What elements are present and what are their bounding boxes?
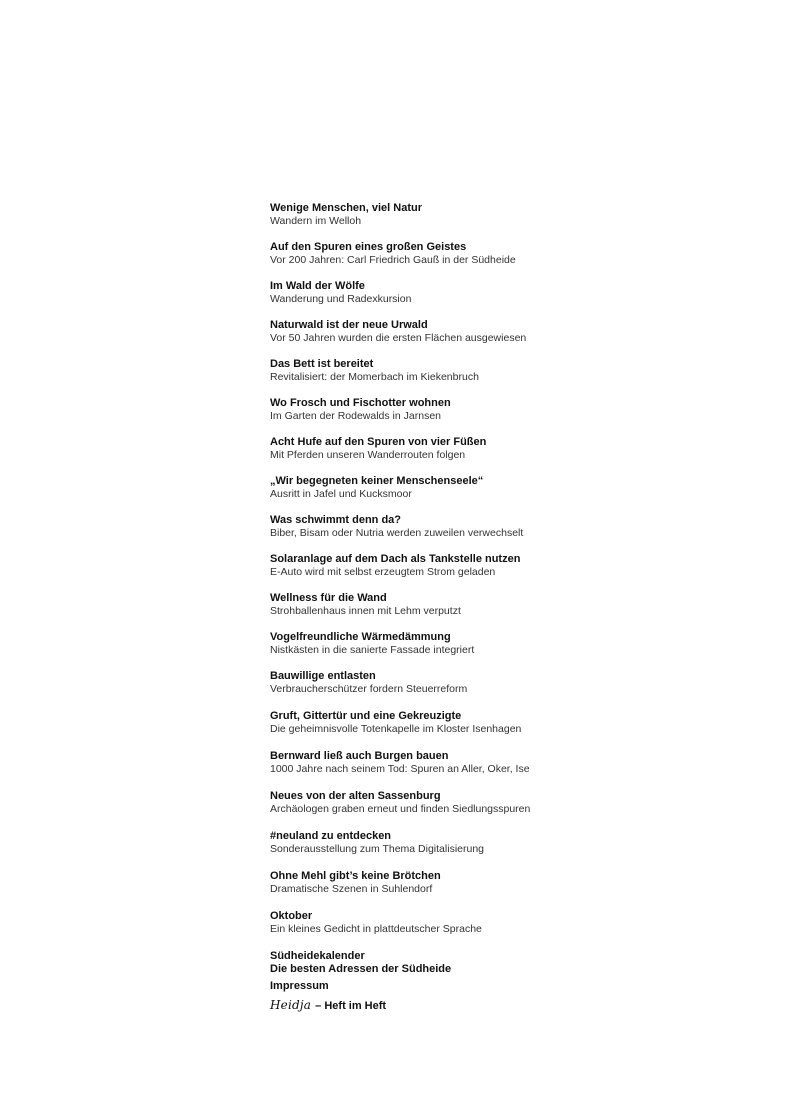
toc-entry-title: Neues von der alten Sassenburg xyxy=(270,790,441,802)
toc-entry xyxy=(270,475,730,501)
toc-entry xyxy=(270,910,730,936)
toc-entry-subtitle: Nistkästen in die sanierte Fassade integriert xyxy=(270,644,475,656)
toc-entry-title: Wo Frosch und Fischotter wohnen xyxy=(270,397,451,409)
toc-entry-subtitle: Dramatische Szenen in Suhlendorf xyxy=(270,883,433,895)
toc-entry-title: Naturwald ist der neue Urwald xyxy=(270,319,428,331)
calendar-title: Südheidekalender xyxy=(270,950,365,962)
toc-entry-title: Bernward ließ auch Burgen bauen xyxy=(270,750,449,762)
toc-entry-subtitle: E-Auto wird mit selbst erzeugtem Strom geladen xyxy=(270,566,496,578)
toc-entry-title: Acht Hufe auf den Spuren von vier Füßen xyxy=(270,436,487,448)
toc-entry xyxy=(270,790,730,816)
toc-entry-subtitle: Ausritt in Jafel und Kucksmoor xyxy=(270,488,412,500)
toc-entry-title: Ohne Mehl gibt’s keine Brötchen xyxy=(270,870,441,882)
toc-entry-title: Wenige Menschen, viel Natur xyxy=(270,202,423,214)
toc-entry-title: Solaranlage auf dem Dach als Tankstelle nutzen xyxy=(270,553,521,565)
toc-entry-subtitle: Ein kleines Gedicht in plattdeutscher Sprache xyxy=(270,923,482,935)
impressum-entry: Impressum xyxy=(270,980,329,992)
toc-entry-title: Auf den Spuren eines großen Geistes xyxy=(270,241,467,253)
toc-entry xyxy=(270,358,730,384)
toc-entry-subtitle: Verbraucherschützer fordern Steuerreform xyxy=(270,683,468,695)
toc-entry-title: Wellness für die Wand xyxy=(270,592,387,604)
toc-entry xyxy=(270,710,730,736)
toc-entry xyxy=(270,870,730,896)
toc-entry-subtitle: Biber, Bisam oder Nutria werden zuweilen verwechselt xyxy=(270,527,524,539)
toc-entry xyxy=(270,319,730,345)
toc-entry-subtitle: Archäologen graben erneut und finden Siedlungsspuren xyxy=(270,803,531,815)
toc-entry-subtitle: 1000 Jahre nach seinem Tod: Spuren an Aller, Oker, Ise xyxy=(270,763,530,775)
toc-entry-title: Gruft, Gittertür und eine Gekreuzigte xyxy=(270,710,462,722)
toc-entry-title: „Wir begegneten keiner Menschenseele“ xyxy=(270,475,484,487)
toc-entry-title: Was schwimmt denn da? xyxy=(270,514,402,526)
toc-entry xyxy=(270,514,730,540)
toc-entry xyxy=(270,241,730,267)
toc-entry xyxy=(270,830,730,856)
supplement-text: – Heft im Heft xyxy=(315,1000,387,1012)
toc-entry-subtitle: Sonderausstellung zum Thema Digitalisierung xyxy=(270,843,485,855)
toc-entry-subtitle: Wanderung und Radexkursion xyxy=(270,293,412,305)
calendar-subtitle: Die besten Adressen der Südheide xyxy=(270,963,452,975)
toc-entry-subtitle: Strohballenhaus innen mit Lehm verputzt xyxy=(270,605,461,617)
toc-entry-subtitle: Im Garten der Rodewalds in Jarnsen xyxy=(270,410,441,422)
toc-entry-title: Vogelfreundliche Wärmedämmung xyxy=(270,631,451,643)
calendar-entry xyxy=(270,950,730,976)
toc-entry-title: Im Wald der Wölfe xyxy=(270,280,365,292)
supplement-entry xyxy=(270,998,730,1013)
toc-entry xyxy=(270,553,730,579)
toc-entry-title: #neuland zu entdecken xyxy=(270,830,392,842)
toc-entry xyxy=(270,592,730,618)
toc-entry xyxy=(270,631,730,657)
toc-entry-title: Oktober xyxy=(270,910,313,922)
toc-entry xyxy=(270,202,730,228)
toc-entry-subtitle: Mit Pferden unseren Wanderrouten folgen xyxy=(270,449,466,461)
toc-entry xyxy=(270,750,730,776)
heidja-logo: Heidja xyxy=(270,998,312,1012)
toc-entry xyxy=(270,397,730,423)
toc-entry-subtitle: Wandern im Welloh xyxy=(270,215,362,227)
toc-entry-title: Bauwillige entlasten xyxy=(270,670,376,682)
toc-entry xyxy=(270,280,730,306)
toc-entry-subtitle: Die geheimnisvolle Totenkapelle im Kloster Isenhagen xyxy=(270,723,522,735)
toc-entry-subtitle: Vor 200 Jahren: Carl Friedrich Gauß in der Südheide xyxy=(270,254,516,266)
toc-entry xyxy=(270,436,730,462)
table-of-contents xyxy=(270,202,730,1013)
toc-entry-title: Das Bett ist bereitet xyxy=(270,358,374,370)
toc-entry-subtitle: Revitalisiert: der Momerbach im Kiekenbruch xyxy=(270,371,479,383)
toc-entry xyxy=(270,670,730,696)
toc-entry-subtitle: Vor 50 Jahren wurden die ersten Flächen ausgewiesen xyxy=(270,332,527,344)
